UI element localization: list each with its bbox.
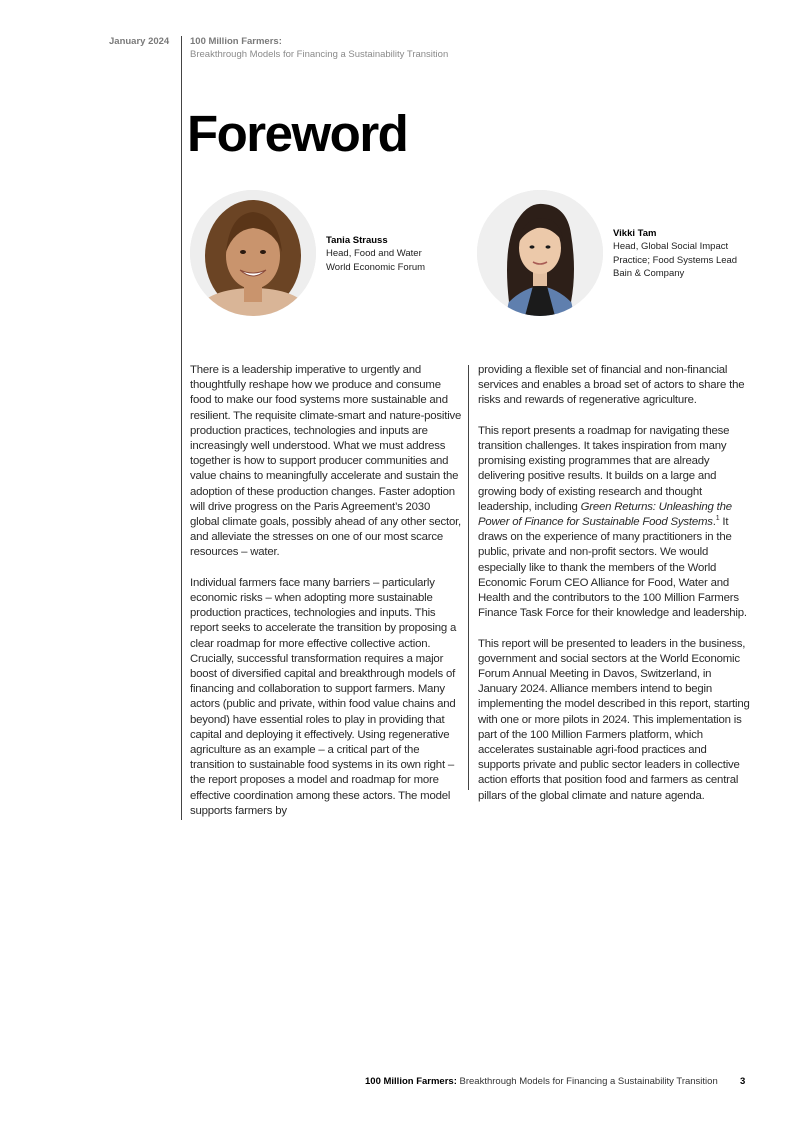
author-vikki-tam [613, 227, 737, 280]
portrait-vikki-tam [477, 190, 603, 316]
author-role: Head, Food and Water [326, 248, 422, 260]
author-role-line-1: Head, Global Social Impact [613, 241, 729, 253]
author-role-line-2: Practice; Food Systems Lead [613, 254, 738, 266]
header-subtitle: Breakthrough Models for Financing a Sustainability Transition [190, 49, 449, 60]
body-column-left [190, 363, 462, 834]
portrait-photo-1 [190, 190, 316, 316]
footer-title-bold: 100 Million Farmers: [365, 1076, 457, 1087]
author-tania-strauss [326, 234, 425, 274]
paragraph-4-text-a: This report presents a roadmap for navigating these transition challenges. It takes inspiration from many promising existing programmes that are already delivering positive results. It builds on a large and growing body of existing research and thought leadership, including [478, 424, 730, 513]
column-divider [468, 365, 469, 790]
author-name: Tania Strauss [326, 235, 388, 246]
author-org: World Economic Forum [326, 261, 426, 273]
page-title: Foreword [187, 105, 408, 162]
header-date: January 2024 [109, 36, 170, 47]
footer-title-text: Breakthrough Models for Financing a Sustainability Transition [459, 1076, 718, 1087]
author-name: Vikki Tam [613, 228, 657, 239]
body-column-right [478, 363, 750, 819]
body-paragraph-5: This report will be presented to leaders in the business, government and social sectors at the World Economic Forum Annual Meeting in Davos, Switzerland, in January 2024. Alliance members intend to begin implementing the model described in this report, starting with one or more pilots in 2024. This implementation is part of the 100 Million Farmers platform, which accelerates sustainable agri-food practices and supports private and public sector leaders in collective action efforts that position food and farmers as central pillars of the global climate and nature agenda. [478, 637, 750, 802]
body-paragraph-4: This report presents a roadmap for navigating these transition challenges. It takes inspiration from many promising existing programmes that are already delivering positive results. It builds on a large and growing body of existing research and thought leadership, including Green Returns: Unleashing the Power of Finance for Sustainable Food Systems.$^1$ It draws on the experience of many practitioners in the public, private and non-profit sectors. We would especially like to thank the members of the World Economic Forum CEO Alliance for Food, Water and Health and the contributors to the 100 Million Farmers Finance Task Force for their knowledge and leadership. [478, 424, 747, 620]
body-paragraph-1: There is a leadership imperative to urgently and thoughtfully reshape how we produce and consume food to make our food systems more sustainable and resilient. The requisite climate-smart and nature-positive production practices, technologies and inputs are increasingly well understood. What we must address together is how to support producer communities and value chains to meaningfully accelerate and sustain the adoption of these production changes. Faster adoption will drive progress on the Paris Agreement’s 2030 global climate goals, possibly ahead of any other sector, and alleviate the stresses on one of our most scarce resources – water. [190, 364, 462, 559]
body-paragraph-2: Individual farmers face many barriers – particularly economic risks – when adopting more sustainable production practices, technologies and inputs. This report seeks to accelerate the transition by proposing a clear roadmap for more effective collective action. Crucially, successful transformation requires a major boost of diversified capital and breakthrough models of financing and collaboration to support farmers. Many actors (public and private, within food value chains and beyond) have essential roles to play in providing that capital and deploying it effectively. Using regenerative agriculture as an example – a critical part of the transition to sustainable food systems in its own right – the report proposes a model and roadmap for more effective coordination among these actors. The model supports farmers by [190, 576, 457, 817]
page-number: 3 [740, 1076, 746, 1087]
portrait-tania-strauss [190, 190, 316, 316]
portrait-photo-2 [477, 190, 603, 316]
footer-title [365, 1076, 718, 1087]
footnote-marker[interactable]: 1 [715, 515, 720, 523]
header-title: 100 Million Farmers: [190, 36, 282, 47]
author-org: Bain & Company [613, 267, 685, 279]
body-paragraph-3: providing a flexible set of financial and non-financial services and enables a broad set of actors to share the risks and rewards of regenerative agriculture. [478, 364, 745, 407]
paragraph-4-text-b: It draws on the experience of many practitioners in the public, private and non-profit sectors. We would especially like to thank the members of the World Economic Forum CEO Alliance for Food, Water and Health and the contributors to the 100 Million Farmers Finance Task Force for their knowledge and leadership. [478, 516, 747, 620]
vertical-rule [181, 36, 182, 820]
report-title-citation: Green Returns: Unleashing the Power of Finance for Sustainable Food Systems [478, 500, 732, 529]
